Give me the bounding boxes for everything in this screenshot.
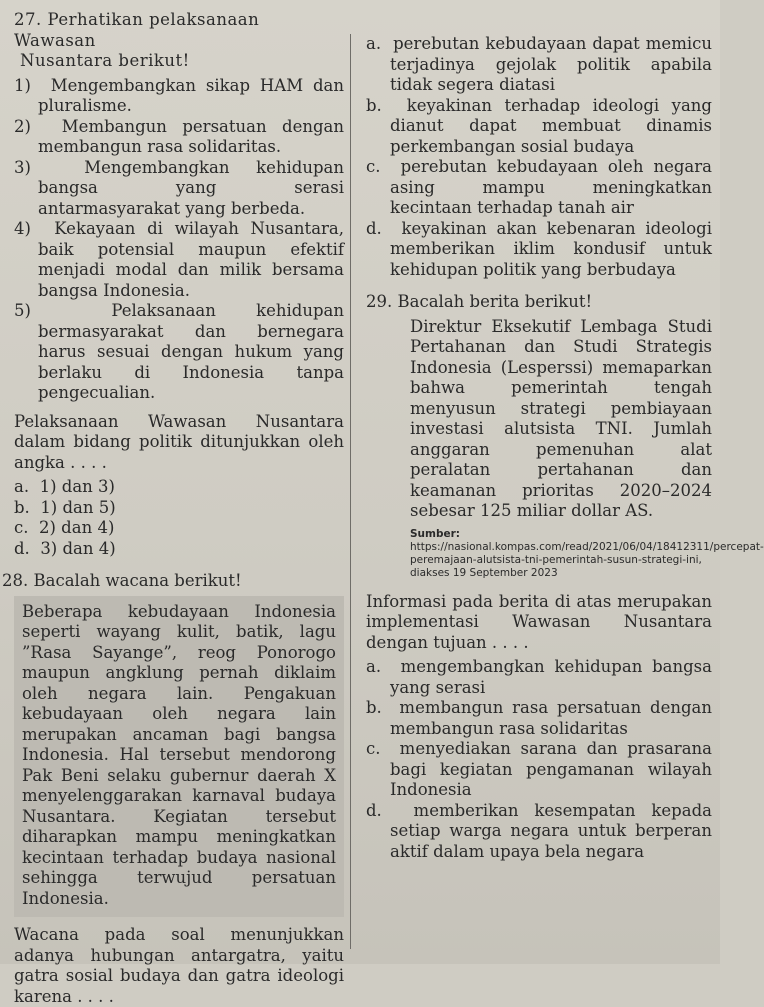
q28-option-b[interactable] xyxy=(366,96,712,158)
option-letter: b. xyxy=(366,698,382,717)
q27-option-b[interactable] xyxy=(14,498,344,519)
q29-news-box xyxy=(366,313,712,526)
q28-intro-text: Bacalah wacana berikut! xyxy=(33,571,242,590)
option-text: membangun rasa persatuan dengan membangun rasa solidaritas xyxy=(390,698,712,738)
option-letter: d. xyxy=(366,218,382,238)
q29-news: Direktur Eksekutif Lembaga Studi Pertahanan dan Studi Strategis Indonesia (Lesperssi) memaparkan bahwa pemerintah tengah menyusun strategi pembiayaan investasi alutsista TNI. Jumlah anggaran pemenuhan alat peralatan pertahanan dan keamanan prioritas 2020–2024 sebesar 125 miliar dollar AS. xyxy=(410,316,712,520)
q28-option-c[interactable] xyxy=(366,157,712,219)
right-column xyxy=(366,34,764,862)
option-text: memberikan kesempatan kepada setiap warga negara untuk berperan aktif dalam upaya bela negara xyxy=(390,800,712,861)
q27-item xyxy=(14,117,344,158)
option-text: perebutan kebudayaan oleh negara asing mampu meningkatkan kecintaan terhadap tanah air xyxy=(390,157,712,217)
option-text: 2) dan 4) xyxy=(39,518,115,537)
q27-item xyxy=(14,301,344,404)
question-27 xyxy=(14,10,344,559)
q28-number: 28. xyxy=(2,571,29,590)
item-number: 2) xyxy=(14,116,31,136)
question-28 xyxy=(2,571,344,1007)
option-letter: a. xyxy=(14,477,30,496)
q27-item xyxy=(14,158,344,220)
column-divider xyxy=(350,34,351,949)
option-letter: a. xyxy=(366,34,382,53)
q29-question: Informasi pada berita di atas merupakan implementasi Wawasan Nusantara dengan tujuan . . . . xyxy=(366,591,712,652)
q28-option-d[interactable] xyxy=(366,219,712,281)
q28-options xyxy=(366,34,712,280)
option-letter: b. xyxy=(366,95,382,115)
option-letter: d. xyxy=(14,538,30,558)
q29-option-a[interactable] xyxy=(366,657,712,698)
item-text: Pelaksanaan kehidupan bermasyarakat dan bernegara harus sesuai dengan hukum yang berlaku di Indonesia tanpa pengecualian. xyxy=(38,301,344,402)
item-text: Mengembangkan sikap HAM dan pluralisme. xyxy=(38,75,344,115)
q28-intro xyxy=(2,571,344,592)
q29-option-c[interactable] xyxy=(366,739,712,801)
q28-passage: Beberapa kebudayaan Indonesia seperti wayang kulit, batik, lagu ”Rasa Sayange”, reog Ponorogo maupun angklung pernah diklaim oleh negara lain. Pengakuan kebudayaan oleh negara lain merupakan ancaman bagi bangsa Indonesia. Hal tersebut mendorong Pak Beni selaku gubernur daerah X menyelenggarakan karnaval budaya Nusantara. Kegiatan tersebut diharapkan mampu meningkatkan kecintaan terhadap budaya nasional sehingga terwujud persatuan Indonesia. xyxy=(22,601,336,908)
q27-intro-line1: Perhatikan pelaksanaan Wawasan xyxy=(14,10,260,50)
q29-source xyxy=(366,527,764,580)
q27-item-list xyxy=(14,76,344,404)
q27-number: 27. xyxy=(14,10,42,29)
q29-option-d[interactable] xyxy=(366,801,712,863)
q27-options xyxy=(14,477,344,559)
item-number: 5) xyxy=(14,301,31,320)
option-letter: a. xyxy=(366,657,382,676)
option-letter: c. xyxy=(366,739,381,758)
q27-item xyxy=(14,76,344,117)
q27-item xyxy=(14,219,344,301)
item-text: Kekayaan di wilayah Nusantara, baik potensial maupun efektif menjadi modal dan milik bersama bangsa Indonesia. xyxy=(38,219,344,300)
item-text: Membangun persatuan dengan membangun rasa solidaritas. xyxy=(38,116,344,156)
q27-question: Pelaksanaan Wawasan Nusantara dalam bidang politik ditunjukkan oleh angka . . . . xyxy=(14,411,344,472)
option-text: keyakinan akan kebenaran ideologi memberikan iklim kondusif untuk kehidupan politik yang berbudaya xyxy=(390,218,712,279)
q27-option-c[interactable] xyxy=(14,518,344,539)
q29-option-b[interactable] xyxy=(366,698,712,739)
q29-intro-text: Bacalah berita berikut! xyxy=(397,292,593,311)
q28-question: Wacana pada soal menunjukkan adanya hubungan antargatra, yaitu gatra sosial budaya dan gatra ideologi karena . . . . xyxy=(14,925,344,1006)
q27-intro-line2: Nusantara berikut! xyxy=(20,51,190,70)
q27-intro xyxy=(14,10,344,72)
left-column xyxy=(2,10,344,1007)
item-text: Mengembangkan kehidupan bangsa yang serasi antarmasyarakat yang berbeda. xyxy=(38,157,344,218)
option-letter: b. xyxy=(14,497,30,517)
item-number: 4) xyxy=(14,219,31,238)
q28-option-a[interactable] xyxy=(366,34,712,96)
item-number: 3) xyxy=(14,157,31,177)
source-url: https://nasional.kompas.com/read/2021/06/04/18412311/percepat-peremajaan-alutsista-tni-pemerintah-susun-strategi-ini, diakses 19 September 2023 xyxy=(410,540,764,579)
option-text: 1) dan 5) xyxy=(40,497,116,517)
q28-passage-box xyxy=(14,596,344,918)
source-label: Sumber: xyxy=(410,527,460,540)
q29-number: 29. xyxy=(366,292,393,311)
option-text: 1) dan 3) xyxy=(39,477,115,496)
option-text: perebutan kebudayaan dapat memicu terjadinya gejolak politik apabila tidak segera diatasi xyxy=(390,34,712,94)
q27-option-d[interactable] xyxy=(14,539,344,560)
option-text: 3) dan 4) xyxy=(40,538,116,558)
option-letter: d. xyxy=(366,800,382,820)
question-29 xyxy=(366,292,764,862)
q29-intro xyxy=(366,292,712,313)
option-text: menyediakan sarana dan prasarana bagi kegiatan pengamanan wilayah Indonesia xyxy=(390,739,712,799)
q27-option-a[interactable] xyxy=(14,477,344,498)
option-letter: c. xyxy=(366,157,381,176)
option-text: mengembangkan kehidupan bangsa yang serasi xyxy=(390,657,712,697)
option-letter: c. xyxy=(14,518,29,537)
option-text: keyakinan terhadap ideologi yang dianut dapat membuat dinamis perkembangan sosial budaya xyxy=(390,95,712,156)
item-number: 1) xyxy=(14,75,31,95)
q29-options xyxy=(366,657,712,862)
